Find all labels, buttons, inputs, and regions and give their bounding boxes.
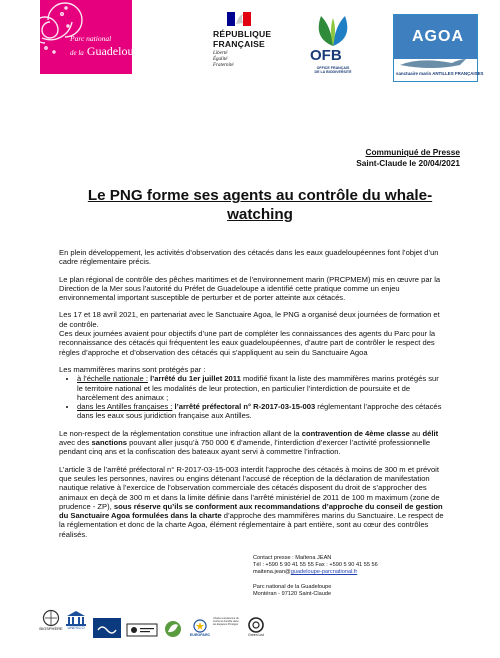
marianne-flag-icon (227, 12, 251, 26)
parc-logo-line2: de la Guadeloupe (70, 44, 145, 58)
unesco-temple-icon (65, 610, 87, 626)
communique-label: Communiqué de Presse (365, 147, 460, 157)
biosphere-logo: BIOSPHÈRE (40, 602, 62, 638)
leaf-badge-icon (162, 620, 184, 638)
unesco-logo: UNESCO (63, 600, 89, 640)
green-list-icon (248, 617, 264, 633)
green-list-logo: Green List (245, 614, 267, 640)
paragraph-intro: En plein développement, les activités d’observation des cétacés dans les eaux guadeloupéennes font l’objet d’un cadre réglementaire précis. (59, 248, 439, 267)
europarc-charter-text: Charte européenne du tourisme durable dans les Espaces Protégés (213, 617, 239, 627)
list-item: • dans les Antilles françaises : l’arrêté préfectoral n° R-2017-03-15-003 réglementant l’approche des cétacés dans les eaux sous juridiction française aux Antilles. (77, 402, 445, 421)
agoa-subtitle: sanctuaire marin ANTILLES FRANÇAISES (396, 71, 484, 76)
communique-header (356, 147, 460, 169)
contact-org: Parc national de la Guadeloupe (253, 583, 332, 590)
paragraph-sanctions: Le non-respect de la réglementation constitue une infraction allant de la contravention de 4ème classe au délit avec des sanctions pouvant aller jusqu’à 750 000 € d’amende, l’interdiction d’exercer l’activité professionnelle pendant cinq ans et la confiscation des bateaux ayant servi à commettre l’infraction. (59, 428, 439, 457)
contact-name: Contact presse : Maïtena JEAN (253, 555, 332, 561)
paragraph-prcpmem: Le plan régional de contrôle des pêches maritimes et de l’environnement marin (PRCPMEM) mis en œuvre par la Direction de la Mer sous l’autorité du Préfet de Guadeloupe a identifié cette pratique comme un enjeu environnemental important susceptible de perturber et de porter atteinte aux cétacés. (59, 274, 441, 303)
paragraph-protection-intro: Les mammifères marins sont protégés par : (59, 364, 206, 374)
agoa-logo (393, 14, 484, 82)
partner-logo-2 (126, 622, 158, 638)
europarc-star-icon (193, 619, 207, 633)
parc-logo-line1: Parc national (70, 34, 112, 43)
europarc-logo: EUROPARC (188, 616, 212, 640)
rf-motto: Liberté Égalité Fraternité (213, 51, 234, 68)
contact-address: Montéran - 97120 Saint-Claude (253, 590, 332, 597)
list-item: • à l’échelle nationale : l’arrêté du 1er juillet 2011 modifié fixant la liste des mammifères marins protégés sur le territoire national et les modalités de leur protection, en particulier l’interdiction de poursuite et de harcèlement des animaux ; (77, 374, 445, 402)
ofb-name: OFB (310, 47, 342, 64)
label-icon (126, 622, 158, 638)
contact-phone: Tél : +590 5 90 41 55 55 Fax : +590 5 90 41 55 56 (253, 562, 378, 569)
biosphere-icon (42, 609, 60, 627)
republique-francaise-logo (213, 12, 293, 78)
partner-logo-1 (93, 618, 121, 638)
press-body (59, 248, 445, 547)
partner-logo-3 (162, 620, 184, 638)
parc-national-logo (40, 0, 145, 74)
contact-block (253, 555, 378, 598)
ofb-logo (303, 14, 363, 80)
wave-icon (97, 622, 117, 634)
contact-email: maitena.jean@guadeloupe-parcnational.fr (253, 569, 358, 576)
communique-date: Saint-Claude le 20/04/2021 (356, 158, 460, 168)
whale-icon (394, 57, 477, 71)
ofb-subtitle: OFFICE FRANÇAIS DE LA BIODIVERSITÉ (314, 66, 352, 75)
rf-line2: FRANÇAISE (213, 39, 265, 49)
protection-list (59, 374, 445, 420)
paragraph-article3: L’article 3 de l’arrêté préfectoral n° R-2017-03-15-003 interdit l’approche des cétacés à moins de 300 m et prévoit que seules les personnes, navires ou engins détenant l’accusé de réception de la déclaration de manifestation nautique relative à l’exercice de l’observation commerciale des cétacés disposent du droit de s’approcher des animaux en deçà de 300 m et dans la limite définie dans l’arrêté ministériel de 2011 de 100 m maximum (zone de prudence - ZP), sous réserve qu’ils se conforment aux recommandations d’approche du conseil de gestion du Sanctuaire Agoa formulées dans la charte d’approche des mammifères marins du Sanctuaire. Le respect de la réglementation et donc de la charte Agoa, élément réglementaire à part entière, sont au cœur des contrôles réalisés. (59, 464, 444, 539)
paragraph-formation: Les 17 et 18 avril 2021, en partenariat avec le Sanctuaire Agoa, le PNG a organisé deux journées de formation et de contrôle. Ces deux journées avaient pour objectifs d’une part de compléter les connaissances des agents du Parc pour la reconnaissance des cétacés qui fréquentent les eaux guadeloupéennes, d’autre part de contrôler le respect des règles d’approche et d’observation des cétacés qui s’appliquent au sein du Sanctuaire Agoa (59, 310, 440, 357)
email-link[interactable]: guadeloupe-parcnational.fr (290, 569, 358, 576)
rf-line1: RÉPUBLIQUE (213, 29, 272, 39)
agoa-name: AGOA (412, 28, 464, 45)
page-title: Le PNG forme ses agents au contrôle du whale-watching (87, 187, 433, 223)
ofb-leaf-icon (303, 14, 363, 48)
